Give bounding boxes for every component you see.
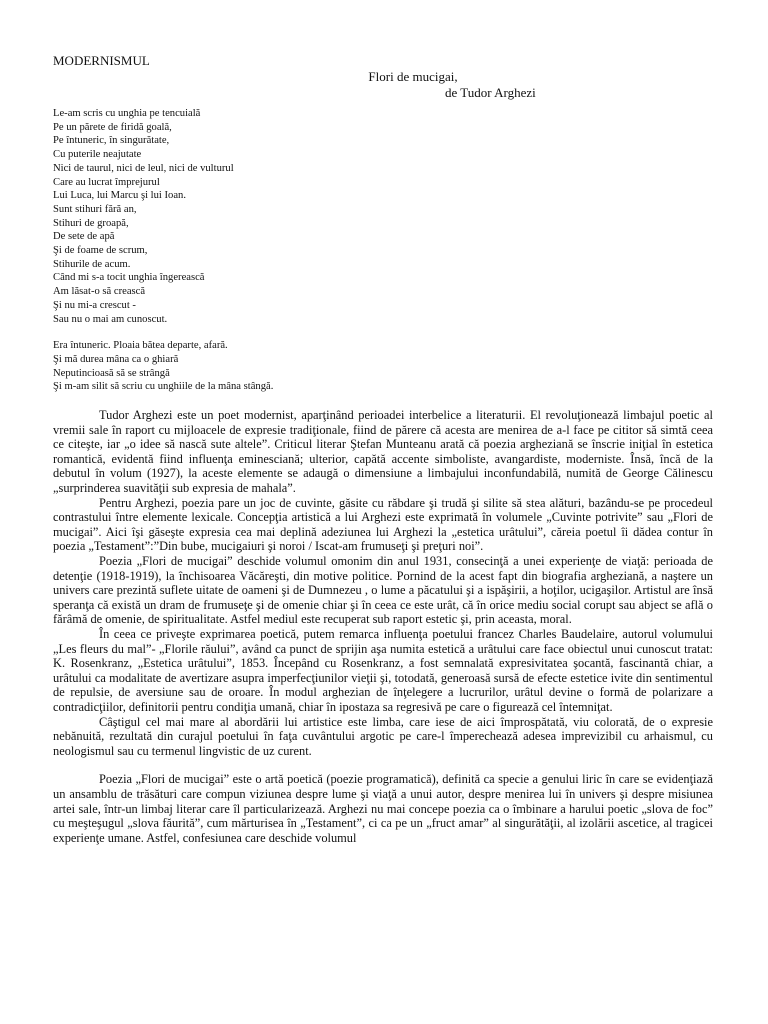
document-page — [53, 53, 713, 845]
poem-line: Stihurile de acum. — [53, 258, 131, 270]
poem-line: Şi mă durea mâna ca o ghiară — [53, 353, 179, 365]
essay-paragraph: Tudor Arghezi este un poet modernist, aparţinând perioadei interbelice a literaturii. El revoluţionează limbajul poetic al vremii sale în raport cu mijloacele de expresie tradiţionale, fiind de părere că acesta are menirea de a-l face pe cititor să simtă ceea ce citeşte, iar „o idee să nască sute altele”. Criticul literar Ştefan Munteanu arată că poezia argheziană se înscrie iniţial în estetica romantică, evidentă fiind influenţa eminesciană; ulterior, capătă accente simboliste, avangardiste, moderniste. Însă, încă de la debutul în volum (1927), la aceste elemente se adaugă o dimensiune a limbajului inconfundabilă, numită de George Călinescu „surprinderea suavităţii sub expresia de mahala”. — [53, 408, 713, 496]
poem-line: Pe întuneric, în singurătate, — [53, 135, 170, 147]
poem-line: Nici de taurul, nici de leul, nici de vulturul — [53, 162, 234, 174]
section-heading: MODERNISMUL — [53, 53, 150, 68]
poem-title: Flori de mucigai, — [368, 69, 458, 84]
essay-paragraph: În ceea ce priveşte exprimarea poetică, putem remarca influenţa poetului francez Charles Baudelaire, autorul volumului „Les fleurs du mal”- „Florile răului”, având ca punct de sprijin aşa numita estetică a urâtului care face obiectul unui cunoscut tratat: K. Rosenkranz, „Estetica urâtului”, 1853. Începând cu Rosenkranz, a fost semnalată expresivitatea şocantă, fascinantă chiar, a urâtului ca modalitate de avertizare asupra imperfecţiunilor vieţii şi, totodată, generoasă sursă de efecte estetice ivite din sentimentul de repulsie, de aversiune sau de oroare. În modul arghezian de înţelegere a lucrurilor, urâtul devine o formă de polarizare a contradicţiilor, definitorii pentru condiţia umană, chiar în ipostaza sa regresivă pe care o figurează cel întemniţat. — [53, 626, 713, 714]
poem-line: Şi de foame de scrum, — [53, 245, 148, 257]
poem-stanza-1 — [53, 107, 713, 326]
poem-line: Am lăsat-o să crească — [53, 286, 146, 298]
poem-line: Sau nu o mai am cunoscut. — [53, 313, 168, 325]
poem-line: Pe un părete de firidă goală, — [53, 121, 172, 133]
poem-line: Când mi s-a tocit unghia îngerească — [53, 272, 205, 284]
poem-stanza-2 — [53, 339, 713, 394]
stanza-gap — [53, 326, 713, 339]
poem-line: Stihuri de groapă, — [53, 217, 129, 229]
poem-author: de Tudor Arghezi — [445, 85, 536, 100]
poem-line: Lui Luca, lui Marcu şi lui Ioan. — [53, 190, 186, 202]
poem-line: Neputincioasă să se strângă — [53, 367, 170, 379]
poem-line: De sete de apă — [53, 231, 115, 243]
poem-text — [53, 107, 713, 394]
essay-paragraph: Pentru Arghezi, poezia pare un joc de cuvinte, găsite cu răbdare şi trudă şi silite să stea alături, bazându-se pe procedeul contrastului între elemente lexicale. Concepţia artistică a lui Arghezi este exprimată în volumele „Cuvinte potrivite” sau „Flori de mucigai”. Aici îşi găseşte expresia cea mai deplină adeziunea lui Arghezi la „estetica urâtului”, căreia poetul îi dădea contur în poezia „Testament”:”Din bube, mucigaiuri şi noroi / Iscat-am frumuseţi şi preţuri noi”. — [53, 495, 713, 554]
poem-line: Le-am scris cu unghia pe tencuială — [53, 108, 201, 119]
poem-line: Şi m-am silit să scriu cu unghiile de la mâna stângă. — [53, 381, 274, 393]
poem-line: Cu puterile neajutate — [53, 149, 142, 161]
poem-line: Şi nu mi-a crescut - — [53, 299, 136, 311]
poem-line: Era întuneric. Ploaia bătea departe, afară. — [53, 340, 228, 352]
essay-paragraph: Poezia „Flori de mucigai” deschide volumul omonim din anul 1931, consecinţă a unei experienţe de viaţă: perioada de detenţie (1918-1919), la închisoarea Văcăreşti, din motive politice. Pornind de la acest fapt din biografia argheziană, a naştere un univers care prezintă suflete uitate de oameni şi de Dumnezeu , o lume a păcatului şi a ispăşirii, a hoţilor, ucigaşilor. Artistul are însă speranţa că există un dram de frumuseţe şi de omenie chiar şi în ceea ce este urât, că în orice mediu social corupt sau abject se află o fărâmă de omenie, de spiritualitate. Astfel mediul este recuperat sub raport estetic şi, prin aceasta, moral. — [53, 554, 713, 627]
poem-line: Care au lucrat împrejurul — [53, 176, 160, 188]
poem-line: Sunt stihuri fără an, — [53, 203, 137, 215]
essay-body — [53, 408, 713, 845]
essay-paragraph: Câştigul cel mai mare al abordării lui artistice este limba, care iese de aici împrospătată, viu colorată, de o expresie nebănuită, rezultată din curajul poetului în faţa cuvântului argotic pe care-l împerechează adesea imprevizibil cu arhaismul, cu neologismul sau cu termenul lingvistic de uz curent. — [53, 714, 713, 758]
essay-paragraph: Poezia „Flori de mucigai” este o artă poetică (poezie programatică), definită ca specie a genului liric în care se evidenţiază un ansamblu de trăsături care compun viziunea despre lume şi viaţă a unui autor, despre menirea lui în univers şi despre misiunea artei sale, într-un limbaj literar care îl particularizează. Arghezi nu mai concepe poezia ca o îmbinare a harului poetic „slova de foc” cu meşteşugul „slova făurită”, cum mărturisea în „Testament”, ci ca pe un „fruct amar” al singurătăţii, al izolării ascetice, al tragicei experienţe umane. Astfel, confesiunea care deschide volumul — [53, 772, 713, 845]
